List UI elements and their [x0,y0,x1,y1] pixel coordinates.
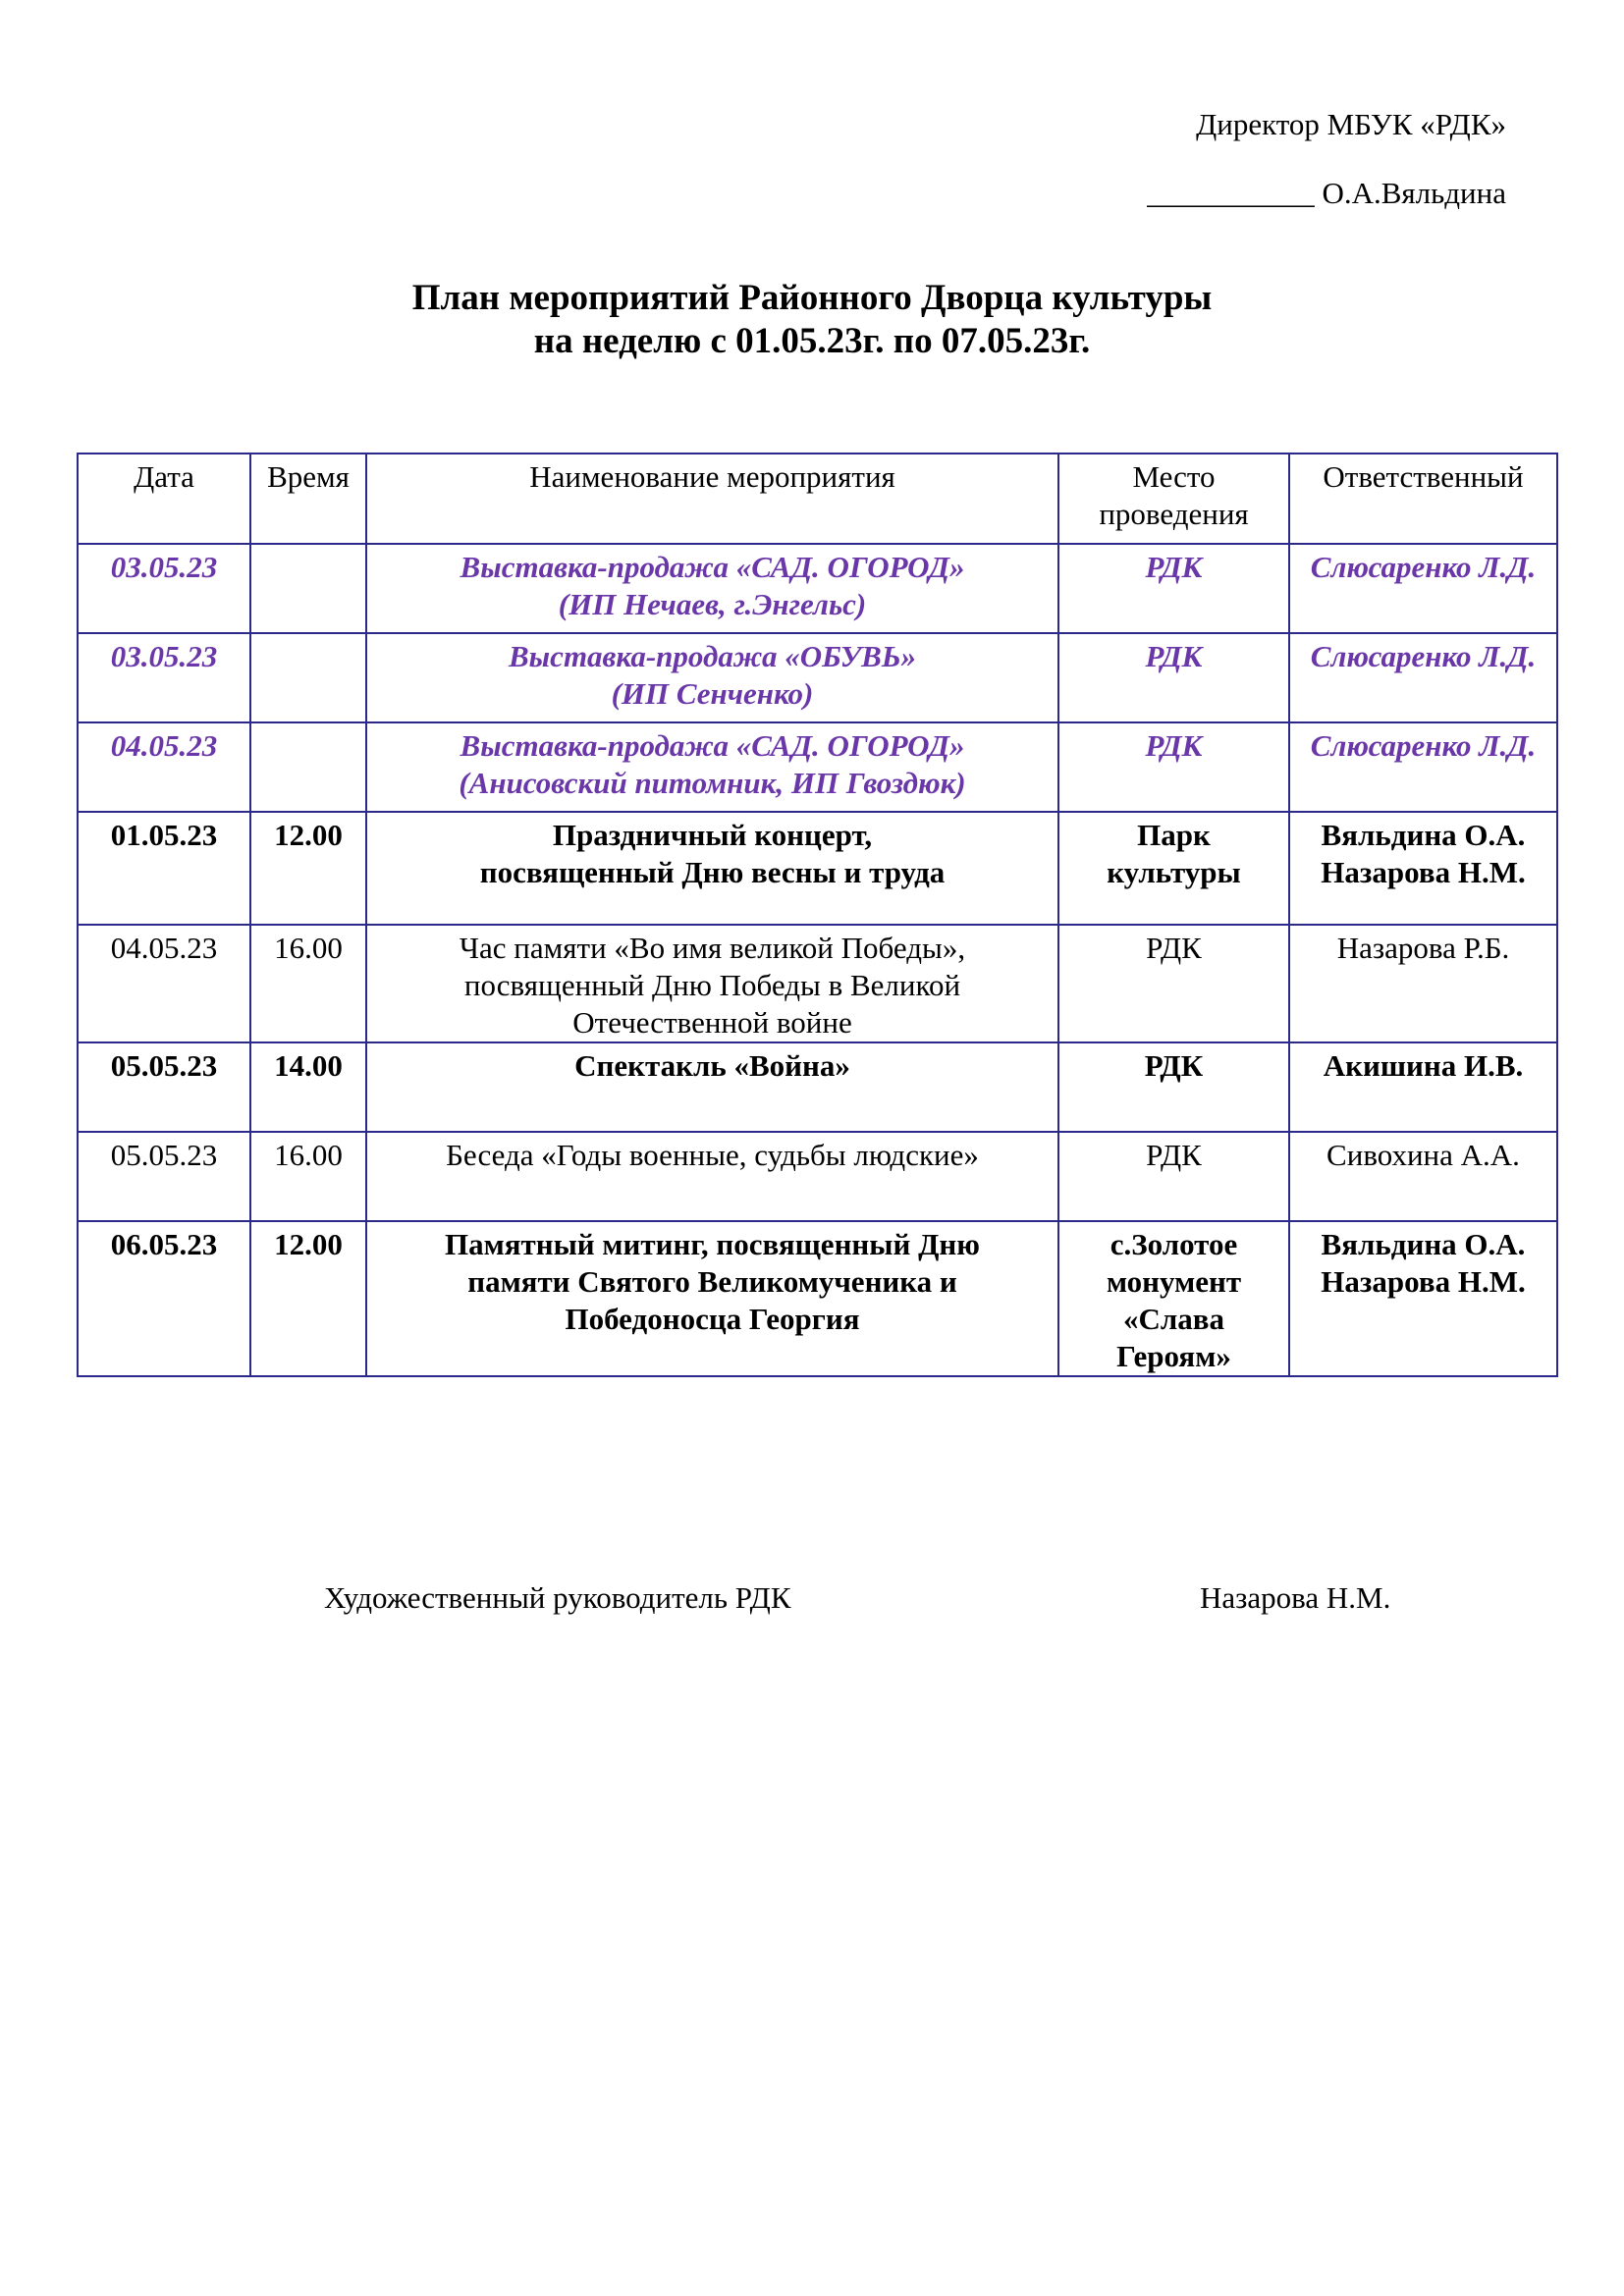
cell-responsible-line: Вяльдина О.А. [1321,1227,1526,1261]
page-title [0,277,1624,363]
cell-place-line: культуры [1107,855,1241,889]
cell-name-line: Памятный митинг, посвященный Дню [445,1227,980,1261]
cell-name [366,544,1058,633]
cell-name [366,722,1058,812]
cell-responsible: Сивохина А.А. [1289,1132,1557,1221]
cell-name-line: посвященный Дню весны и труда [479,855,946,889]
cell-place: РДК [1058,925,1289,1042]
cell-responsible: Слюсаренко Л.Д. [1289,544,1557,633]
cell-responsible-line: Назарова Н.М. [1321,855,1526,889]
cell-responsible-line: Вяльдина О.А. [1321,818,1526,852]
table-row [78,544,1557,633]
table-row [78,722,1557,812]
cell-name-line: Победоносца Георгия [565,1302,860,1336]
table-row [78,1132,1557,1221]
cell-name: Беседа «Годы военные, судьбы людские» [366,1132,1058,1221]
cell-place-line: «Слава [1122,1302,1225,1336]
header-date: Дата [78,454,250,544]
table-row [78,925,1557,1042]
cell-place: РДК [1058,1132,1289,1221]
cell-name-line: Выставка-продажа «САД. ОГОРОД» [460,728,965,763]
cell-date: 03.05.23 [78,544,250,633]
cell-time: 12.00 [250,1221,366,1376]
footer-signatory-name: Назарова Н.М. [1200,1580,1391,1615]
cell-name-line: Праздничный концерт, [552,818,873,852]
cell-time: 16.00 [250,1132,366,1221]
cell-time: 12.00 [250,812,366,925]
cell-place [1058,1221,1289,1376]
cell-date: 05.05.23 [78,1132,250,1221]
cell-name-line: Выставка-продажа «САД. ОГОРОД» [460,550,965,584]
cell-time [250,722,366,812]
cell-place: РДК [1058,1042,1289,1132]
cell-name [366,925,1058,1042]
title-line-1: План мероприятий Районного Дворца культуры [411,278,1213,318]
approval-title: Директор МБУК «РДК» [1196,107,1506,141]
cell-date: 01.05.23 [78,812,250,925]
cell-date: 04.05.23 [78,925,250,1042]
cell-time [250,544,366,633]
cell-time [250,633,366,722]
table-row [78,1221,1557,1376]
header-place-line-2: проведения [1099,497,1249,531]
cell-date: 05.05.23 [78,1042,250,1132]
title-line-2: на неделю с 01.05.23г. по 07.05.23г. [533,321,1091,361]
cell-responsible: Слюсаренко Л.Д. [1289,722,1557,812]
cell-place [1058,812,1289,925]
cell-name-line: Отечественной войне [572,1005,852,1040]
cell-name-line: (ИП Нечаев, г.Энгельс) [558,587,867,621]
table-row [78,633,1557,722]
cell-responsible [1289,812,1557,925]
events-table [77,453,1558,1377]
cell-responsible: Назарова Р.Б. [1289,925,1557,1042]
cell-name-line: Час памяти «Во имя великой Победы», [459,931,966,965]
table-header-row [78,454,1557,544]
cell-name-line: Выставка-продажа «ОБУВЬ» [509,639,916,673]
cell-date: 03.05.23 [78,633,250,722]
cell-name [366,812,1058,925]
approval-block [1147,90,1506,228]
cell-name: Спектакль «Война» [366,1042,1058,1132]
cell-name-line: памяти Святого Великомученика и [467,1264,957,1299]
cell-responsible [1289,1221,1557,1376]
cell-name [366,1221,1058,1376]
header-place-line-1: Место [1132,459,1216,494]
cell-responsible: Акишина И.В. [1289,1042,1557,1132]
cell-time: 16.00 [250,925,366,1042]
approval-signature-line: ___________ О.А.Вяльдина [1147,176,1506,210]
cell-place-line: Героям» [1116,1339,1231,1373]
cell-place-line: Парк [1137,818,1211,852]
footer-position: Художественный руководитель РДК [324,1580,791,1615]
cell-time: 14.00 [250,1042,366,1132]
cell-responsible: Слюсаренко Л.Д. [1289,633,1557,722]
cell-name-line: (ИП Сенченко) [611,676,814,711]
cell-date: 06.05.23 [78,1221,250,1376]
cell-place-line: с.Золотое [1110,1227,1238,1261]
cell-place: РДК [1058,722,1289,812]
cell-date: 04.05.23 [78,722,250,812]
header-time: Время [250,454,366,544]
cell-place: РДК [1058,544,1289,633]
table-row [78,1042,1557,1132]
table-row [78,812,1557,925]
header-place [1058,454,1289,544]
header-name: Наименование мероприятия [366,454,1058,544]
cell-name [366,633,1058,722]
cell-name-line: посвященный Дню Победы в Великой [463,968,961,1002]
cell-place: РДК [1058,633,1289,722]
cell-name-line: (Анисовский питомник, ИП Гвоздюк) [459,766,966,800]
header-responsible: Ответственный [1289,454,1557,544]
cell-responsible-line: Назарова Н.М. [1321,1264,1526,1299]
cell-place-line: монумент [1106,1264,1242,1299]
